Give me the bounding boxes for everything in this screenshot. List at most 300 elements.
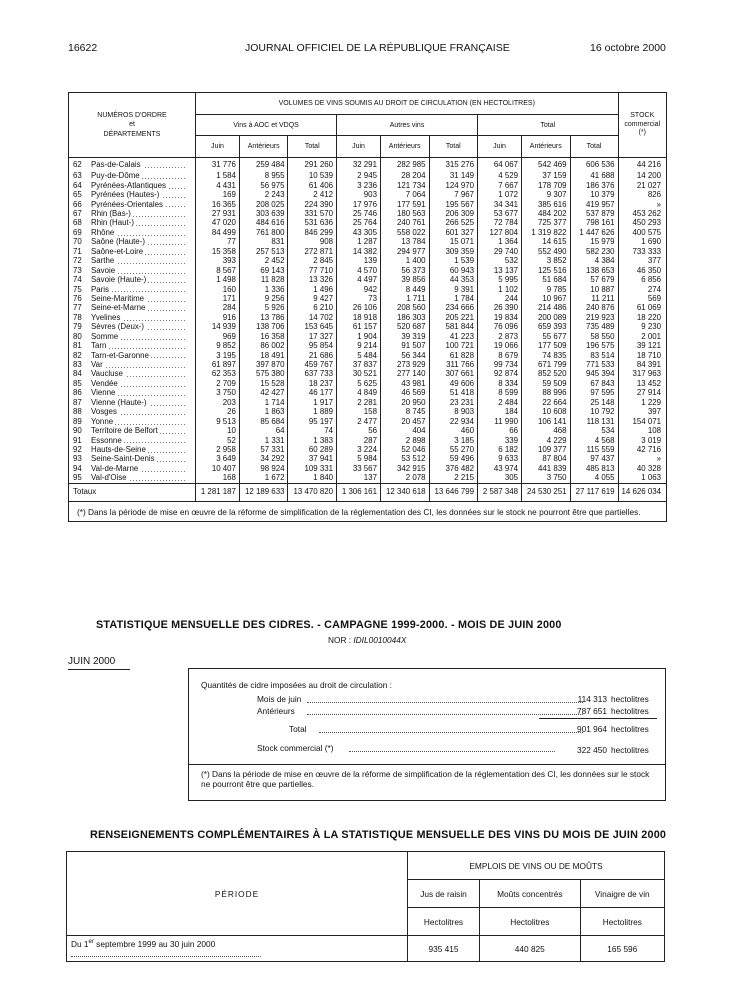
volume-value: 575 380 [239, 370, 288, 379]
dept-number: 75 [73, 284, 82, 294]
dept-name: Saône-et-Loire [91, 247, 144, 256]
volume-value: 9 513 [196, 417, 240, 426]
volume-value: 208 025 [239, 200, 288, 209]
period-header-label: PÉRIODE [214, 888, 260, 899]
volume-value: 13 137 [478, 266, 522, 275]
row-head-wrap [69, 407, 196, 416]
volume-value: 846 299 [288, 228, 337, 237]
row-head [69, 172, 195, 180]
volume-value: 542 469 [521, 158, 570, 172]
table-row [69, 351, 667, 360]
row-head [69, 342, 195, 350]
table-row [69, 370, 667, 379]
row-head-wrap [69, 285, 196, 294]
stock-value: 108 [618, 426, 667, 435]
total-rule [539, 718, 657, 719]
volume-value: 171 [196, 294, 240, 303]
dept-name: Vendée [91, 379, 118, 388]
volume-value: 294 977 [380, 247, 429, 256]
stock-value: 21 027 [618, 181, 667, 190]
volume-value: 1 711 [380, 294, 429, 303]
volume-value: 397 870 [239, 360, 288, 369]
volume-value: 1 447 626 [570, 228, 618, 237]
volume-value: 85 684 [239, 417, 288, 426]
stock-value: 3 019 [618, 436, 667, 445]
volume-value: 3 224 [337, 445, 381, 454]
volume-value: 798 161 [570, 219, 618, 228]
volume-value: 77 [196, 238, 240, 247]
volume-value: 56 373 [380, 266, 429, 275]
volume-value: 1 287 [337, 238, 381, 247]
volume-value: 69 143 [239, 266, 288, 275]
dept-number: 73 [73, 265, 82, 275]
volume-value: 10 407 [196, 464, 240, 473]
dept-name-leader [91, 352, 187, 360]
volume-value: 441 839 [521, 464, 570, 473]
row-head [69, 267, 195, 275]
stock-value: 453 262 [618, 209, 667, 218]
col-header: Total [429, 136, 478, 158]
cider-row-unit: hectolitres [611, 706, 649, 716]
dept-name-leader [91, 201, 187, 209]
dept-name: Vienne (Haute-) [91, 398, 147, 407]
volume-value: 97 437 [570, 455, 618, 464]
volume-value: 66 [478, 426, 522, 435]
dept-name-leader [91, 427, 187, 435]
row-head-wrap [69, 181, 196, 190]
dept-name: Rhin (Haut-) [91, 219, 134, 228]
period-header [67, 852, 408, 936]
dept-name-leader [91, 286, 187, 294]
col-header: Juin [196, 136, 240, 158]
table-row [69, 294, 667, 303]
dept-name: Yvelines [91, 313, 121, 322]
volume-value: 3 649 [196, 455, 240, 464]
volume-value: 6 182 [478, 445, 522, 454]
stock-value: 826 [618, 190, 667, 199]
total-value: 13 646 799 [429, 483, 478, 501]
row-head-wrap [69, 219, 196, 228]
dept-number: 82 [73, 350, 82, 360]
volume-value: 1 917 [288, 398, 337, 407]
volume-value: 2 873 [478, 332, 522, 341]
volume-value: 942 [337, 285, 381, 294]
cider-row-value: 322 450 [577, 745, 607, 755]
stock-value: 400 575 [618, 228, 667, 237]
dept-number: 93 [73, 454, 82, 464]
dept-number: 64 [73, 180, 82, 190]
volume-value: 19 066 [478, 341, 522, 350]
volume-value: 908 [288, 238, 337, 247]
dept-name: Savoie [91, 266, 116, 275]
row-head [69, 191, 195, 199]
volume-value: 196 575 [570, 341, 618, 350]
volume-value: 99 734 [478, 360, 522, 369]
period-text: Du 1 [71, 938, 89, 949]
volume-value: 28 204 [380, 172, 429, 181]
volume-value: 1 714 [239, 398, 288, 407]
volume-value: 1 498 [196, 275, 240, 284]
row-head [69, 161, 195, 169]
stock-value: 6 856 [618, 275, 667, 284]
dept-name: Sarthe [91, 257, 115, 266]
volume-value: 8 903 [429, 407, 478, 416]
stock-value: 1 690 [618, 238, 667, 247]
volume-value: 1 584 [196, 172, 240, 181]
table-row [69, 304, 667, 313]
dept-number: 89 [73, 416, 82, 426]
volume-value: 84 499 [196, 228, 240, 237]
volume-value: 606 536 [570, 158, 618, 172]
volume-value: 47 020 [196, 219, 240, 228]
volume-value: 903 [337, 190, 381, 199]
dept-name: Somme [91, 332, 119, 341]
stock-value: 733 333 [618, 247, 667, 256]
table-row [69, 219, 667, 228]
volume-value: 484 616 [239, 219, 288, 228]
nor-line [328, 635, 406, 645]
volume-value: 1 383 [288, 436, 337, 445]
dept-number: 72 [73, 256, 82, 266]
volume-value: 106 141 [521, 417, 570, 426]
stock-value: 18 710 [618, 351, 667, 360]
row-head [69, 314, 195, 322]
stock-value: 274 [618, 285, 667, 294]
stock-value: 154 071 [618, 417, 667, 426]
stock-value: 39 121 [618, 341, 667, 350]
volume-value: 4 497 [337, 275, 381, 284]
volume-value: 46 177 [288, 389, 337, 398]
col-header: Total [570, 136, 618, 158]
table-row [69, 158, 667, 172]
stock-value: 569 [618, 294, 667, 303]
volume-value: 419 957 [570, 200, 618, 209]
dept-number: 87 [73, 397, 82, 407]
volume-value: 25 746 [337, 209, 381, 218]
volume-value: 56 975 [239, 181, 288, 190]
dept-number: 90 [73, 426, 82, 436]
row-head-wrap [69, 445, 196, 454]
volume-value: 22 934 [429, 417, 478, 426]
total-value: 27 117 619 [570, 483, 618, 501]
volume-value: 8 679 [478, 351, 522, 360]
dept-name-leader [91, 229, 187, 237]
volume-value: 208 560 [380, 304, 429, 313]
volume-value: 42 427 [239, 389, 288, 398]
row-head [69, 370, 195, 378]
volume-value: 34 292 [239, 455, 288, 464]
row-head [69, 361, 195, 369]
unit-header: Hectolitres [580, 908, 664, 936]
volume-value: 95 854 [288, 341, 337, 350]
stock-value: 1 063 [618, 474, 667, 484]
row-head [69, 437, 195, 445]
volume-value: 14 382 [337, 247, 381, 256]
dept-number: 91 [73, 435, 82, 445]
volume-value: 4 384 [570, 256, 618, 265]
row-head [69, 257, 195, 265]
volume-value: 10 [196, 426, 240, 435]
leader-dots [349, 751, 555, 752]
row-head-wrap [69, 247, 196, 256]
volume-value: 5 484 [337, 351, 381, 360]
dept-name: Tarn-et-Garonne [91, 351, 149, 360]
volume-value: 25 148 [570, 398, 618, 407]
row-head-wrap [69, 332, 196, 341]
col-header: Antérieurs [521, 136, 570, 158]
volume-value: 10 539 [288, 172, 337, 181]
cider-row-label: Stock commercial (*) [257, 743, 334, 753]
cider-row-unit: hectolitres [611, 694, 649, 704]
dept-number: 78 [73, 312, 82, 322]
cider-row-label: Antérieurs [257, 706, 295, 716]
dept-name-leader [91, 276, 187, 284]
dept-name-leader [91, 455, 187, 463]
row-head [69, 201, 195, 209]
cider-row-value: 787 651 [577, 706, 607, 716]
volume-value: 29 740 [478, 247, 522, 256]
volume-value: 34 341 [478, 200, 522, 209]
row-head-wrap [69, 275, 196, 284]
table-row [69, 181, 667, 190]
volume-value: 8 745 [380, 407, 429, 416]
volume-value: 5 984 [337, 455, 381, 464]
volume-value: 127 804 [478, 228, 522, 237]
volume-value: 284 [196, 304, 240, 313]
volume-value: 186 376 [570, 181, 618, 190]
table-row [69, 464, 667, 473]
dept-name-leader [91, 333, 187, 341]
volume-value: 16 358 [239, 332, 288, 341]
volume-value: 58 550 [570, 332, 618, 341]
volume-value: 121 734 [380, 181, 429, 190]
volume-value: 534 [570, 426, 618, 435]
dept-number: 86 [73, 388, 82, 398]
stock-value: 40 328 [618, 464, 667, 473]
volume-value: 537 879 [570, 209, 618, 218]
dept-name: Yonne [91, 417, 114, 426]
volume-value: 61 157 [337, 323, 381, 332]
volume-value: 59 509 [521, 379, 570, 388]
cider-title: STATISTIQUE MENSUELLE DES CIDRES. - CAMPAGNE 1999-2000. - MOIS DE JUIN 2000 [96, 619, 562, 631]
volume-value: 25 764 [337, 219, 381, 228]
volume-value: 15 071 [429, 238, 478, 247]
volume-value: 39 319 [380, 332, 429, 341]
volume-value: 64 [239, 426, 288, 435]
row-head [69, 380, 195, 388]
volume-value: 186 303 [380, 313, 429, 322]
stock-value: 42 716 [618, 445, 667, 454]
volume-value: 8 955 [239, 172, 288, 181]
volume-value: 3 236 [337, 181, 381, 190]
subgroup-other: Autres vins [337, 115, 478, 136]
volume-value: 23 231 [429, 398, 478, 407]
volume-value: 14 939 [196, 323, 240, 332]
dept-number: 74 [73, 275, 82, 285]
dept-name-leader [91, 248, 187, 256]
nor-label: NOR : [328, 635, 352, 645]
cider-footnote: (*) Dans la période de mise en œuvre de la réforme de simplification de la réglementation des CI, les données sur le stock ne pourront être que partielles. [201, 769, 650, 789]
corner-header [69, 93, 196, 158]
volume-value: 339 [478, 436, 522, 445]
volume-value: 277 140 [380, 370, 429, 379]
volume-value: 61 828 [429, 351, 478, 360]
volume-value: 138 706 [239, 323, 288, 332]
dept-name: Rhin (Bas-) [91, 210, 131, 218]
volume-value: 311 766 [429, 360, 478, 369]
volume-value: 20 457 [380, 417, 429, 426]
dept-name-leader [91, 380, 187, 388]
unit-header: Hectolitres [408, 908, 480, 936]
value-cell: 440 825 [480, 936, 581, 962]
volume-value: 4 431 [196, 181, 240, 190]
volume-value: 39 856 [380, 275, 429, 284]
volume-value: 57 679 [570, 275, 618, 284]
volume-value: 4 529 [478, 172, 522, 181]
volume-value: 169 [196, 190, 240, 199]
row-head-wrap [69, 238, 196, 247]
dept-name: Vaucluse [91, 370, 123, 379]
volume-value: 33 567 [337, 464, 381, 473]
volume-value: 303 639 [239, 209, 288, 218]
volume-value: 1 319 822 [521, 228, 570, 237]
dept-name-leader [91, 267, 187, 275]
col-header: Vinaigre de vin [580, 880, 664, 908]
volume-value: 8 599 [478, 389, 522, 398]
volume-value: 468 [521, 426, 570, 435]
volume-value: 2 281 [337, 398, 381, 407]
volume-value: 43 981 [380, 379, 429, 388]
volume-value: 272 871 [288, 247, 337, 256]
volume-value: 969 [196, 332, 240, 341]
volume-value: 9 852 [196, 341, 240, 350]
volume-value: 460 [429, 426, 478, 435]
table-row [69, 426, 667, 435]
table-row [69, 247, 667, 256]
volume-value: 9 633 [478, 455, 522, 464]
row-head [69, 333, 195, 341]
table-row [69, 228, 667, 237]
table-row [69, 436, 667, 445]
row-head-wrap [69, 464, 196, 473]
total-value: 14 626 034 [618, 483, 667, 501]
volume-value: 180 563 [380, 209, 429, 218]
row-head [69, 465, 195, 473]
table-row [69, 398, 667, 407]
row-head [69, 408, 195, 416]
dept-name: Sèvres (Deux-) [91, 323, 145, 332]
volume-value: 831 [239, 238, 288, 247]
volume-value: 10 379 [570, 190, 618, 199]
volume-value: 10 887 [570, 285, 618, 294]
volume-value: 945 394 [570, 370, 618, 379]
dept-number: 67 [73, 209, 82, 219]
table-row [69, 360, 667, 369]
volume-value: 178 709 [521, 181, 570, 190]
dept-name-leader [91, 342, 187, 350]
row-head-wrap [69, 313, 196, 322]
dept-name: Seine-Saint-Denis [91, 455, 155, 464]
volume-value: 115 559 [570, 445, 618, 454]
volume-value: 2 477 [337, 417, 381, 426]
cider-box [188, 668, 666, 801]
dept-name-leader [91, 370, 187, 378]
dept-name: Tarn [91, 342, 107, 351]
row-head-wrap [69, 256, 196, 265]
row-head-wrap [69, 370, 196, 379]
volume-value: 219 923 [570, 313, 618, 322]
row-head-wrap [69, 200, 196, 209]
volume-value: 1 331 [239, 436, 288, 445]
volume-value: 459 767 [288, 360, 337, 369]
volume-value: 14 615 [521, 238, 570, 247]
volume-value: 125 516 [521, 266, 570, 275]
dept-number: 62 [73, 159, 82, 169]
volume-value: 137 [337, 474, 381, 484]
table-row [69, 313, 667, 322]
volume-value: 60 289 [288, 445, 337, 454]
dept-number: 81 [73, 341, 82, 351]
volume-value: 581 844 [429, 323, 478, 332]
volume-value: 582 230 [570, 247, 618, 256]
table-row [69, 200, 667, 209]
dept-name-leader [91, 304, 187, 312]
cider-row-unit: hectolitres [611, 724, 649, 734]
volume-value: 3 195 [196, 351, 240, 360]
volume-value: 259 484 [239, 158, 288, 172]
volume-value: 601 327 [429, 228, 478, 237]
volume-value: 8 334 [478, 379, 522, 388]
stock-value: 377 [618, 256, 667, 265]
dept-number: 71 [73, 246, 82, 256]
volume-value: 56 344 [380, 351, 429, 360]
table-row [69, 379, 667, 388]
volume-value: 4 568 [570, 436, 618, 445]
volume-value: 2 945 [337, 172, 381, 181]
leader-dots [319, 732, 583, 733]
dept-name-leader [91, 437, 187, 445]
stock-header-line: commercial [624, 120, 661, 128]
row-head-wrap [69, 474, 196, 484]
volume-value: 7 967 [429, 190, 478, 199]
volume-value: 22 664 [521, 398, 570, 407]
volume-value: 13 786 [239, 313, 288, 322]
stock-value: 14 200 [618, 172, 667, 181]
cider-row-label: Mois de juin [257, 694, 302, 704]
row-head [69, 455, 195, 463]
dept-name-leader [91, 389, 187, 397]
dept-number: 79 [73, 322, 82, 332]
volume-value: 53 677 [478, 209, 522, 218]
table-row [69, 275, 667, 284]
volume-value: 2 958 [196, 445, 240, 454]
volume-value: 49 606 [429, 379, 478, 388]
volume-value: 214 486 [521, 304, 570, 313]
volume-value: 2 845 [288, 256, 337, 265]
volume-value: 153 645 [288, 323, 337, 332]
volume-value: 3 750 [196, 389, 240, 398]
corner-header-line: DÉPARTEMENTS [103, 130, 161, 138]
volume-value: 109 331 [288, 464, 337, 473]
usage-group-header: EMPLOIS DE VINS OU DE MOÛTS [408, 852, 665, 880]
volume-value: 393 [196, 256, 240, 265]
volume-value: 404 [380, 426, 429, 435]
volume-value: 771 533 [570, 360, 618, 369]
volume-value: 6 210 [288, 304, 337, 313]
volume-value: 9 307 [521, 190, 570, 199]
table-row [69, 407, 667, 416]
stock-value: 84 391 [618, 360, 667, 369]
